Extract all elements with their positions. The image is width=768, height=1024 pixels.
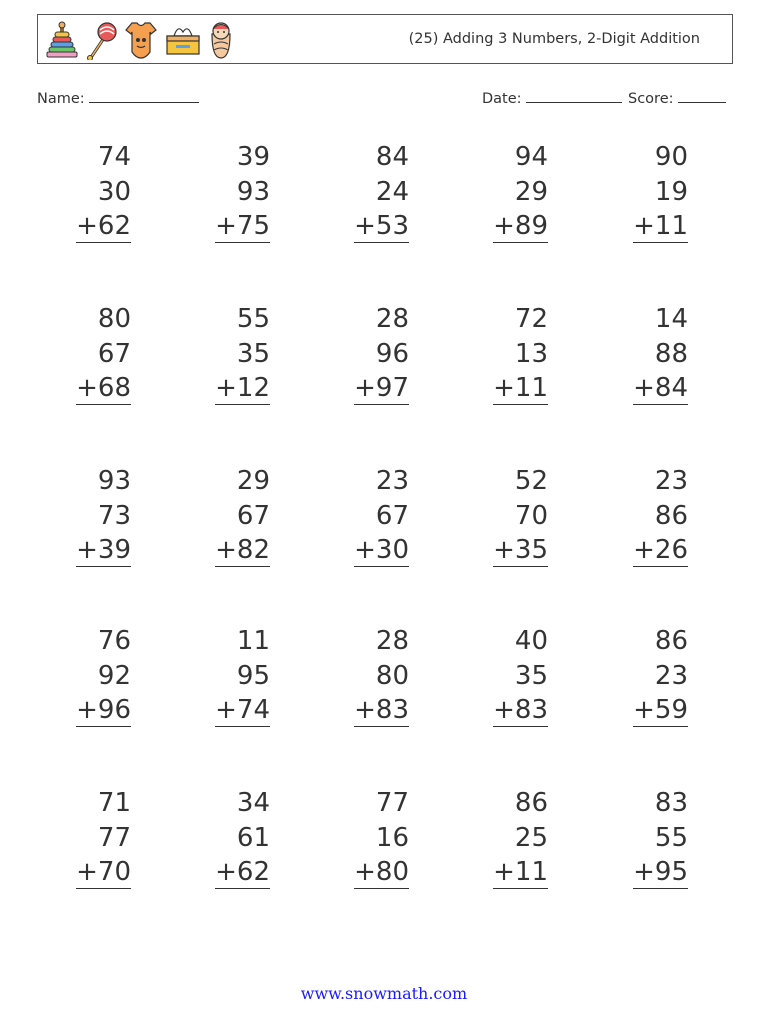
addend: 25 [514, 822, 548, 853]
problem-bottom-line [31, 209, 131, 244]
addition-problem [588, 464, 688, 568]
addend-with-plus: +83 [493, 695, 548, 725]
addition-problem [31, 302, 131, 406]
addend-with-plus: +11 [493, 373, 548, 403]
problem-bottom-line [170, 533, 270, 568]
problem-line [309, 302, 409, 337]
problem-line [31, 821, 131, 856]
addend: 71 [97, 788, 131, 818]
addend: 13 [514, 338, 548, 369]
problem-line [588, 786, 688, 821]
addition-problem [448, 302, 548, 406]
addend-with-plus: +35 [493, 535, 548, 565]
problem-line [588, 302, 688, 337]
name-field[interactable] [37, 88, 199, 107]
addition-problem [448, 786, 548, 890]
problem-line [170, 821, 270, 856]
addend-with-plus: +39 [76, 535, 131, 565]
addend: 34 [236, 788, 270, 818]
addend-with-plus: +26 [633, 535, 688, 565]
addition-problem [309, 464, 409, 568]
addend: 61 [236, 822, 270, 853]
addend-with-plus: +82 [215, 535, 270, 565]
addend: 86 [514, 788, 548, 818]
addition-problem [170, 302, 270, 406]
addition-problem [588, 786, 688, 890]
problem-line [309, 337, 409, 372]
addend-with-plus: +83 [354, 695, 409, 725]
addend-with-plus: +62 [76, 211, 131, 241]
addend: 90 [654, 142, 688, 172]
problem-line [448, 337, 548, 372]
problem-line [309, 464, 409, 499]
date-blank-line[interactable] [526, 88, 622, 103]
problem-bottom-line [588, 209, 688, 244]
addend: 35 [514, 660, 548, 691]
problem-bottom-line [309, 533, 409, 568]
problem-line [31, 140, 131, 175]
addend: 76 [97, 626, 131, 656]
problem-bottom-line [448, 371, 548, 406]
problem-line [588, 659, 688, 694]
addend-with-plus: +74 [215, 695, 270, 725]
addend: 73 [97, 500, 131, 531]
name-blank-line[interactable] [89, 88, 199, 103]
addend-with-plus: +97 [354, 373, 409, 403]
problem-line [588, 821, 688, 856]
problem-bottom-line [31, 371, 131, 406]
score-blank-line[interactable] [678, 88, 726, 103]
addend-with-plus: +62 [215, 857, 270, 887]
addition-problem [588, 140, 688, 244]
problem-line [448, 302, 548, 337]
addend-with-plus: +11 [493, 857, 548, 887]
addend: 95 [236, 660, 270, 691]
addend: 96 [375, 338, 409, 369]
problem-bottom-line [31, 855, 131, 890]
date-field[interactable] [482, 88, 622, 107]
addend-with-plus: +59 [633, 695, 688, 725]
addend: 29 [514, 176, 548, 207]
addend: 77 [375, 788, 409, 818]
addend: 83 [654, 788, 688, 818]
problem-bottom-line [588, 533, 688, 568]
problem-line [170, 175, 270, 210]
addend: 80 [97, 304, 131, 334]
problem-line [309, 624, 409, 659]
problem-bottom-line [309, 693, 409, 728]
problem-bottom-line [448, 693, 548, 728]
problem-line [309, 140, 409, 175]
header-icons [44, 19, 234, 61]
addend: 67 [236, 500, 270, 531]
addend: 74 [97, 142, 131, 172]
problem-line [31, 624, 131, 659]
addend: 67 [97, 338, 131, 369]
addend: 28 [375, 304, 409, 334]
swaddled-baby-icon [208, 20, 234, 60]
problem-bottom-line [588, 855, 688, 890]
addition-problem [31, 140, 131, 244]
date-label: Date: [482, 91, 522, 107]
addend: 70 [514, 500, 548, 531]
addend: 86 [654, 626, 688, 656]
addend: 55 [236, 304, 270, 334]
addend: 35 [236, 338, 270, 369]
score-label: Score: [628, 91, 674, 107]
problem-bottom-line [448, 209, 548, 244]
addition-problem [170, 464, 270, 568]
problem-line [448, 786, 548, 821]
problem-bottom-line [448, 855, 548, 890]
addend-with-plus: +12 [215, 373, 270, 403]
addend: 92 [97, 660, 131, 691]
addend-with-plus: +89 [493, 211, 548, 241]
rattle-icon [86, 20, 118, 60]
problem-line [31, 464, 131, 499]
problem-bottom-line [31, 533, 131, 568]
addition-problem [448, 624, 548, 728]
addend: 77 [97, 822, 131, 853]
problem-bottom-line [170, 209, 270, 244]
problem-line [588, 464, 688, 499]
problem-line [309, 786, 409, 821]
addend: 23 [654, 660, 688, 691]
addition-problem [588, 302, 688, 406]
addition-problem [588, 624, 688, 728]
problem-line [170, 140, 270, 175]
addition-problem [309, 624, 409, 728]
problem-line [31, 659, 131, 694]
addend-with-plus: +95 [633, 857, 688, 887]
addend: 93 [236, 176, 270, 207]
problem-line [170, 786, 270, 821]
problem-line [588, 624, 688, 659]
name-label: Name: [37, 91, 85, 107]
addend: 52 [514, 466, 548, 496]
problem-line [448, 499, 548, 534]
problem-line [309, 659, 409, 694]
problem-line [31, 175, 131, 210]
addend: 55 [654, 822, 688, 853]
addend-with-plus: +53 [354, 211, 409, 241]
problem-line [588, 499, 688, 534]
addend: 30 [97, 176, 131, 207]
problem-bottom-line [170, 371, 270, 406]
addend: 80 [375, 660, 409, 691]
problem-line [448, 175, 548, 210]
addend: 67 [375, 500, 409, 531]
problem-line [309, 821, 409, 856]
problem-line [448, 624, 548, 659]
addition-problem [309, 140, 409, 244]
addend: 28 [375, 626, 409, 656]
addition-problem [31, 786, 131, 890]
score-field[interactable] [628, 88, 726, 107]
problem-bottom-line [170, 693, 270, 728]
worksheet-title: (25) Adding 3 Numbers, 2-Digit Addition [408, 31, 700, 47]
worksheet-header [37, 14, 733, 64]
problem-line [170, 302, 270, 337]
addend: 24 [375, 176, 409, 207]
problem-line [170, 624, 270, 659]
problem-line [588, 337, 688, 372]
addend-with-plus: +11 [633, 211, 688, 241]
addend: 23 [375, 466, 409, 496]
problem-line [31, 302, 131, 337]
addend: 14 [654, 304, 688, 334]
problem-bottom-line [448, 533, 548, 568]
problem-line [448, 464, 548, 499]
problem-line [309, 499, 409, 534]
problem-bottom-line [170, 855, 270, 890]
problem-line [170, 464, 270, 499]
addition-problem [448, 464, 548, 568]
addend-with-plus: +70 [76, 857, 131, 887]
problem-line [448, 821, 548, 856]
problem-bottom-line [309, 371, 409, 406]
problem-line [31, 337, 131, 372]
addend: 72 [514, 304, 548, 334]
addend-with-plus: +75 [215, 211, 270, 241]
addition-problem [170, 140, 270, 244]
addition-problem [31, 464, 131, 568]
addend: 19 [654, 176, 688, 207]
addition-problem [170, 786, 270, 890]
addend: 94 [514, 142, 548, 172]
addend: 29 [236, 466, 270, 496]
addition-problem [448, 140, 548, 244]
tissue-box-icon [164, 20, 202, 60]
addend: 23 [654, 466, 688, 496]
addend-with-plus: +30 [354, 535, 409, 565]
addend-with-plus: +80 [354, 857, 409, 887]
addition-problem [309, 302, 409, 406]
problem-line [170, 499, 270, 534]
addend-with-plus: +96 [76, 695, 131, 725]
addend: 39 [236, 142, 270, 172]
addition-problem [170, 624, 270, 728]
website-footer[interactable]: www.snowmath.com [300, 984, 468, 1003]
problem-bottom-line [309, 209, 409, 244]
problem-bottom-line [588, 371, 688, 406]
addend-with-plus: +68 [76, 373, 131, 403]
problem-line [31, 786, 131, 821]
addition-problem [309, 786, 409, 890]
addend-with-plus: +84 [633, 373, 688, 403]
problem-line [170, 659, 270, 694]
problem-line [588, 140, 688, 175]
problem-bottom-line [588, 693, 688, 728]
problem-line [448, 659, 548, 694]
problem-line [31, 499, 131, 534]
problem-bottom-line [31, 693, 131, 728]
addend: 86 [654, 500, 688, 531]
problem-line [309, 175, 409, 210]
problem-bottom-line [309, 855, 409, 890]
addend: 16 [375, 822, 409, 853]
problem-line [170, 337, 270, 372]
addend: 40 [514, 626, 548, 656]
problem-line [448, 140, 548, 175]
addend: 93 [97, 466, 131, 496]
problem-line [588, 175, 688, 210]
addend: 11 [236, 626, 270, 656]
ring-stacker-toy-icon [44, 20, 80, 60]
addend: 84 [375, 142, 409, 172]
baby-bodysuit-icon [124, 20, 158, 60]
addition-problem [31, 624, 131, 728]
addend: 88 [654, 338, 688, 369]
